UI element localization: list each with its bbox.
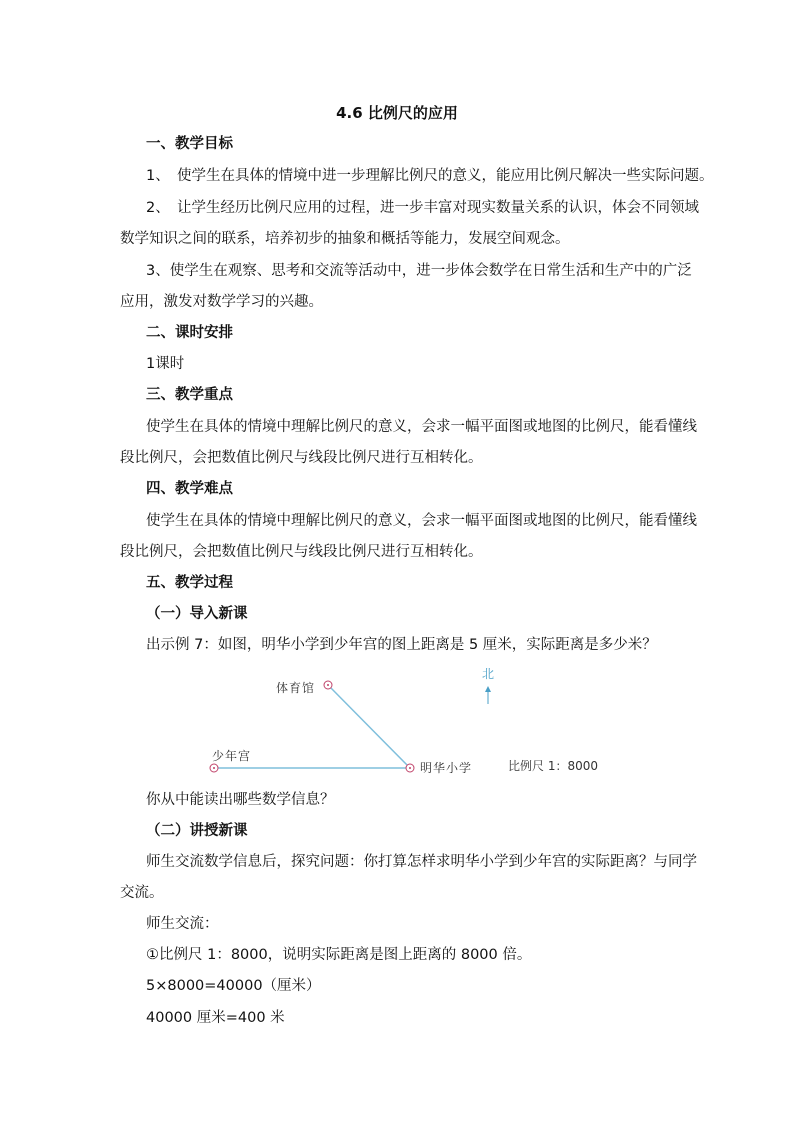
section-heading-key-points: 三、教学重点 — [146, 387, 233, 403]
subsection-new-lesson: （二）讲授新课 — [146, 823, 248, 839]
difficulties-line-2: 段比例尺，会把数值比例尺与线段比例尺进行互相转化。 — [120, 544, 483, 560]
objective-1: 1、 使学生在具体的情境中进一步理解比例尺的意义，能应用比例尺解决一些实际问题。 — [146, 168, 714, 184]
schedule-text: 1课时 — [146, 356, 185, 372]
calculation-1: 5×8000=40000（厘米） — [146, 978, 321, 994]
document-title: 4.6 比例尺的应用 — [336, 104, 458, 122]
inquiry-line-2: 交流。 — [120, 885, 164, 901]
objective-3-line-1: 3、使学生在观察、思考和交流等活动中，进一步体会数学在日常生活和生产中的广泛 — [146, 263, 692, 279]
north-arrow-icon — [485, 686, 491, 704]
school-marker — [406, 764, 414, 772]
label-school: 明华小学 — [420, 761, 473, 775]
point-1: ①比例尺 1：8000，说明实际距离是图上距离的 8000 倍。 — [146, 947, 532, 963]
scale-label: 比例尺 1：8000 — [508, 759, 598, 773]
subsection-introduction: （一）导入新课 — [146, 606, 248, 622]
section-heading-difficulties: 四、教学难点 — [146, 481, 233, 497]
section-heading-schedule: 二、课时安排 — [146, 325, 233, 341]
calculation-2: 40000 厘米=400 米 — [146, 1010, 285, 1026]
objective-3-line-2: 应用，激发对数学学习的兴趣。 — [120, 294, 323, 310]
youth-palace-marker — [210, 764, 218, 772]
objective-2-line-1: 2、 让学生经历比例尺应用的过程，进一步丰富对现实数量关系的认识，体会不同领域 — [146, 200, 699, 216]
label-north: 北 — [482, 667, 496, 681]
section-heading-process: 五、教学过程 — [146, 575, 233, 591]
gym-marker — [324, 681, 332, 689]
example-7-text: 出示例 7：如图，明华小学到少年宫的图上距离是 5 厘米，实际距离是多少米？ — [146, 637, 657, 653]
label-youth-palace: 少年宫 — [212, 749, 252, 763]
exchange-label: 师生交流： — [146, 916, 219, 932]
question-text: 你从中能读出哪些数学信息？ — [146, 792, 335, 808]
objective-2-line-2: 数学知识之间的联系，培养初步的抽象和概括等能力，发展空间观念。 — [120, 231, 570, 247]
key-points-line-2: 段比例尺，会把数值比例尺与线段比例尺进行互相转化。 — [120, 450, 483, 466]
label-gym: 体育馆 — [276, 681, 316, 695]
gym-to-school-line — [328, 685, 410, 768]
difficulties-line-1: 使学生在具体的情境中理解比例尺的意义，会求一幅平面图或地图的比例尺，能看懂线 — [146, 513, 697, 529]
inquiry-line-1: 师生交流数学信息后，探究问题：你打算怎样求明华小学到少年宫的实际距离？与同学 — [146, 854, 697, 870]
key-points-line-1: 使学生在具体的情境中理解比例尺的意义，会求一幅平面图或地图的比例尺，能看懂线 — [146, 419, 697, 435]
map-figure — [200, 660, 620, 785]
section-heading-objectives: 一、教学目标 — [146, 136, 233, 152]
